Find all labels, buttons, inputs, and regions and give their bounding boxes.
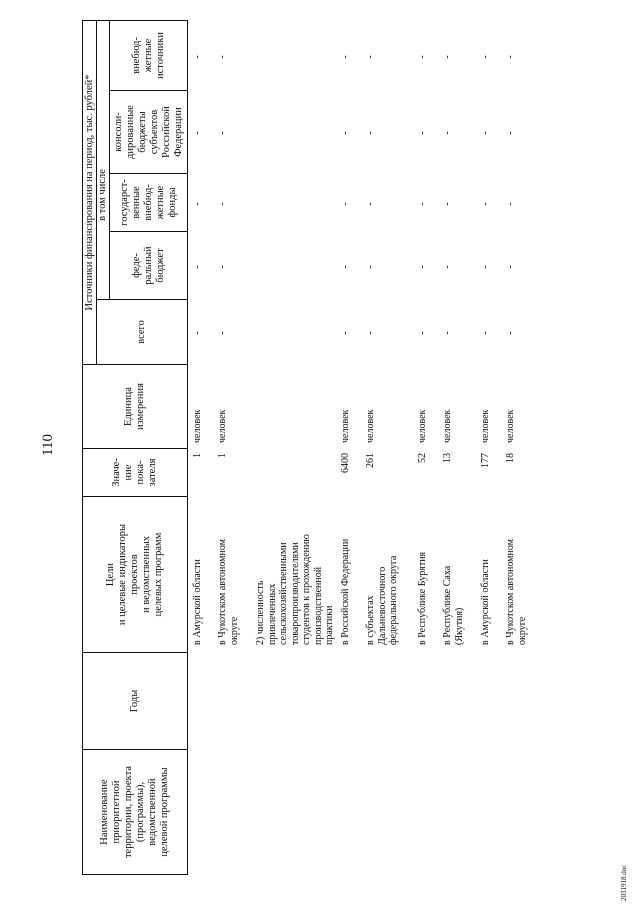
row-financing-value: - — [365, 331, 376, 335]
row-unit: человек — [217, 409, 228, 443]
row-unit: человек — [442, 409, 453, 443]
row-unit: человек — [417, 409, 428, 443]
row-financing-value: - — [505, 265, 516, 269]
row-value: 261 — [365, 453, 376, 468]
row-financing-value: - — [365, 202, 376, 206]
row-financing-value: - — [340, 131, 351, 135]
row-financing-value: - — [417, 131, 428, 135]
row-financing-value: - — [340, 55, 351, 59]
row-financing-value: - — [192, 131, 203, 135]
row-financing-value: - — [340, 202, 351, 206]
row-financing-value: - — [365, 55, 376, 59]
row-financing-value: - — [192, 265, 203, 269]
row-financing-value: - — [192, 55, 203, 59]
table-row: в субъектах Дальневосточного федерального округа — [365, 555, 399, 645]
row-financing-value: - — [192, 202, 203, 206]
row-financing-value: - — [365, 265, 376, 269]
row-financing-value: - — [192, 331, 203, 335]
row-financing-value: - — [340, 265, 351, 269]
row-value: 18 — [505, 453, 516, 463]
header-bottom-border — [187, 20, 188, 875]
header-including: в том числе — [97, 169, 108, 221]
table-row: 2) численность привлеченных сельскохозяйственными товаропроизводителями студентов к прохождению производственной практики — [255, 534, 335, 645]
row-financing-value: - — [480, 331, 491, 335]
row-financing-value: - — [480, 265, 491, 269]
row-unit: человек — [480, 409, 491, 443]
header-unit: Единица измерения — [123, 383, 146, 430]
header-state-funds: государст- венные внебюд- жетные фонды — [118, 179, 178, 226]
row-value: 13 — [442, 453, 453, 463]
row-financing-value: - — [417, 55, 428, 59]
row-financing-value: - — [217, 265, 228, 269]
row-financing-value: - — [442, 331, 453, 335]
table-row: в Амурской области — [480, 559, 491, 645]
header-total: всего — [136, 320, 147, 344]
row-value: 52 — [417, 453, 428, 463]
doc-id: 2031918.doc — [620, 864, 628, 901]
header-federal: феде- ральный бюджет — [130, 246, 166, 285]
row-financing-value: - — [505, 55, 516, 59]
row-financing-value: - — [217, 202, 228, 206]
row-unit: человек — [340, 409, 351, 443]
table-row: в Чукотском автономном округе — [505, 539, 528, 645]
header-name: Наименование приоритетной территории, проекта (программы), ведомственной целевой программы — [99, 765, 170, 859]
table-row: в Чукотском автономном округе — [217, 539, 240, 645]
header-goals: Цели и целевые индикаторы проектов и ведомственных целевых программ — [105, 523, 164, 626]
table-row: в Амурской области — [192, 559, 203, 645]
row-financing-value: - — [340, 331, 351, 335]
row-financing-value: - — [442, 55, 453, 59]
row-financing-value: - — [417, 265, 428, 269]
row-value: 6400 — [340, 453, 351, 473]
row-value: 1 — [217, 453, 228, 458]
row-financing-value: - — [505, 131, 516, 135]
row-unit: человек — [505, 409, 516, 443]
row-value: 1 — [192, 453, 203, 458]
row-unit: человек — [192, 409, 203, 443]
row-financing-value: - — [217, 131, 228, 135]
row-value: 177 — [480, 453, 491, 468]
row-financing-value: - — [217, 331, 228, 335]
row-financing-value: - — [480, 131, 491, 135]
page-number: 110 — [40, 434, 56, 456]
row-financing-value: - — [217, 55, 228, 59]
row-financing-value: - — [417, 202, 428, 206]
table-left-border — [82, 874, 187, 875]
row-financing-value: - — [480, 55, 491, 59]
row-financing-value: - — [505, 331, 516, 335]
row-financing-value: - — [480, 202, 491, 206]
row-unit: человек — [365, 409, 376, 443]
header-extra: внебюд- жетные источники — [130, 32, 166, 79]
row-financing-value: - — [505, 202, 516, 206]
header-value: Значе- ние пока- зателя — [111, 458, 158, 487]
row-financing-value: - — [442, 202, 453, 206]
header-years: Годы — [129, 689, 140, 713]
row-financing-value: - — [365, 131, 376, 135]
header-regional: консоли- дированные бюджеты субъектов Российской Федерации — [112, 105, 184, 159]
table-row: в Российской Федерации — [340, 538, 351, 645]
header-sources: Источники финансирования на период, тыс. рублей* — [83, 74, 95, 311]
row-financing-value: - — [417, 331, 428, 335]
row-financing-value: - — [442, 131, 453, 135]
table-row: в Республике Саха (Якутия) — [442, 565, 465, 645]
table-row: в Республике Бурятия — [417, 551, 428, 645]
row-financing-value: - — [442, 265, 453, 269]
